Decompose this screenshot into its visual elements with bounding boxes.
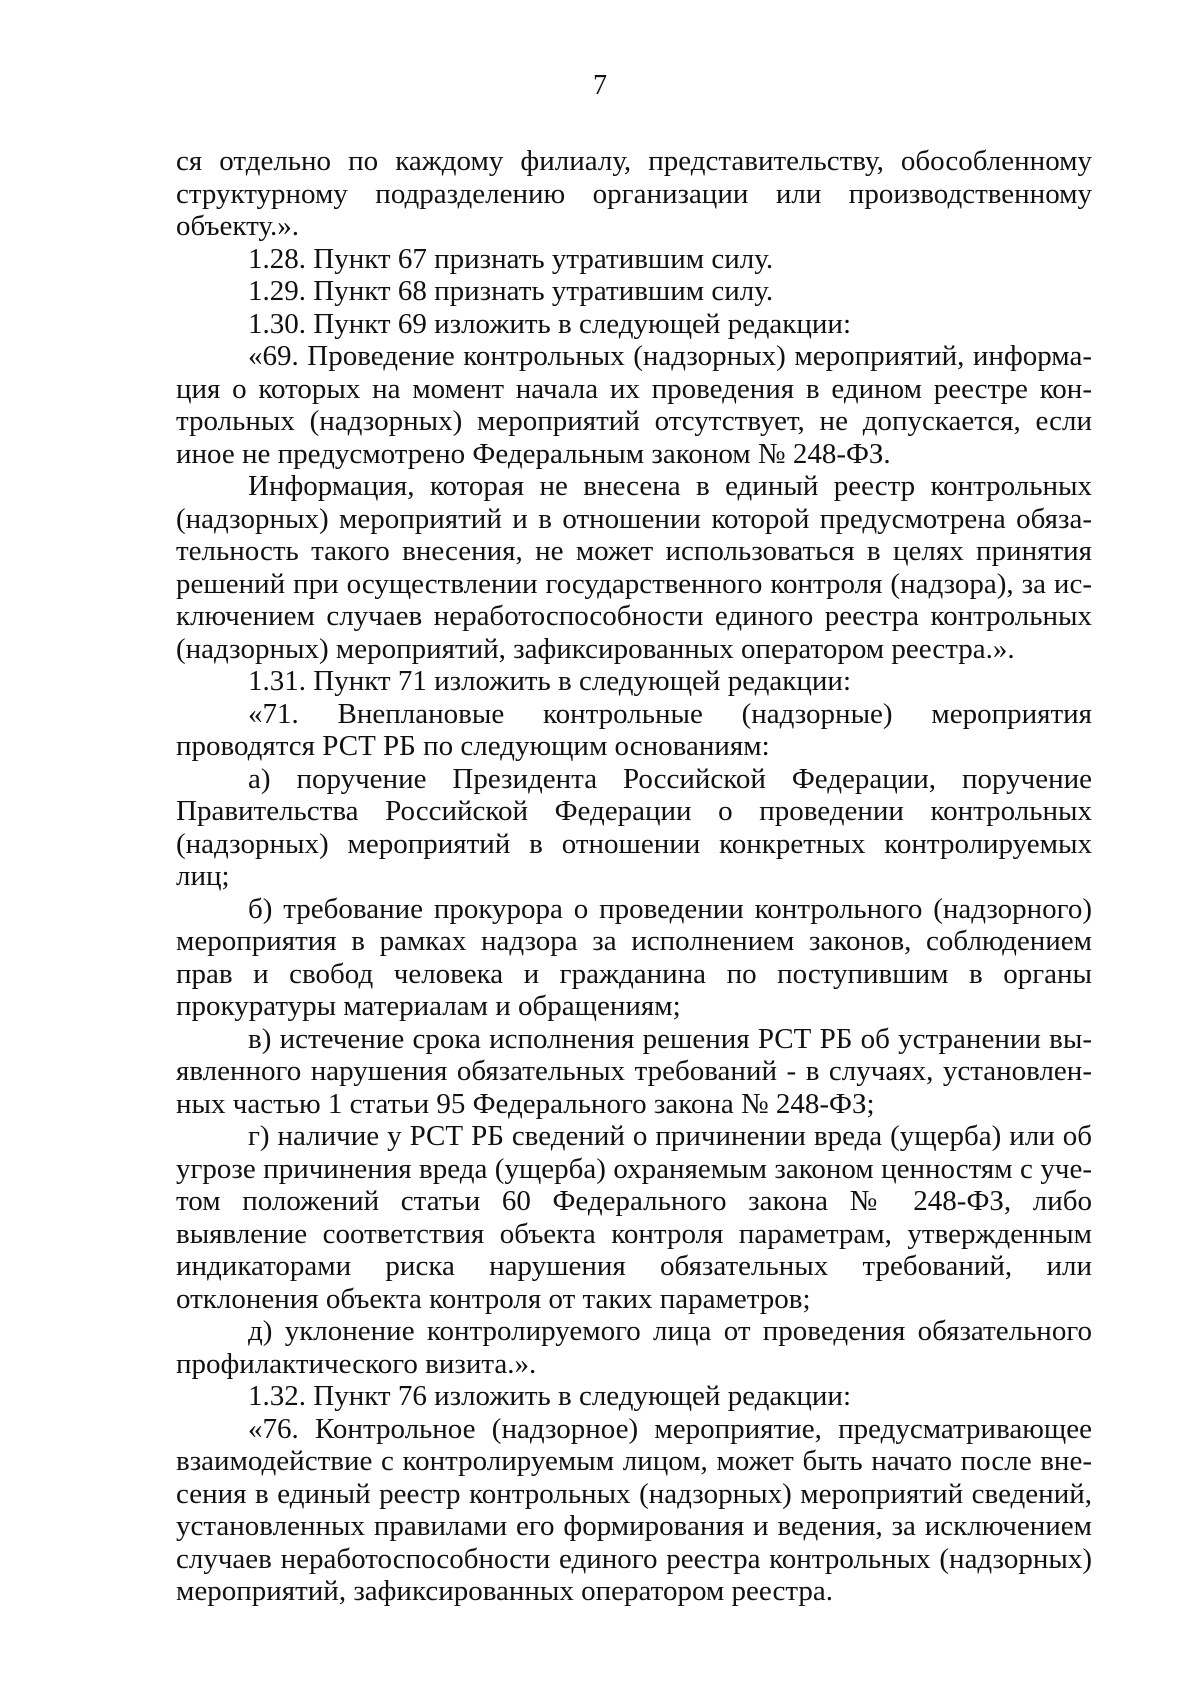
paragraph-item-1-28: 1.28. Пункт 67 признать утратившим силу. — [248, 242, 774, 275]
paragraph-item-1-31: 1.31. Пункт 71 изложить в следующей редакции: — [248, 665, 852, 697]
paragraph-subitem-a: а) поручение Президента Российской Федерации, поручение Правительства Российской Федерации о проведении контрольных (надзорных) мероприятий в отношении конкретных контролируемых лиц; — [176, 762, 1092, 892]
page-number: 7 — [593, 70, 607, 101]
paragraph-point-69-info: Информация, которая не внесена в единый реестр контрольных (надзорных) мероприятий и в отношении которой предусмотрена обязательность такого внесения, не может использоваться в целях принятия решений при осуществлении государственного контроля (надзора), за исключением случаев неработоспособности единого реестра контрольных (надзорных) мероприятий, зафиксированных оператором реестра.». — [176, 470, 1092, 665]
paragraph-item-1-29: 1.29. Пункт 68 признать утратившим силу. — [248, 275, 774, 307]
paragraph-point-69: «69. Проведение контрольных (надзорных) мероприятий, информация о которых на момент начала их проведения в едином реестре контрольных (надзорных) мероприятий отсутствует, не допускается, если иное не предусмотрено Федеральным законом № 248-ФЗ. — [176, 340, 1092, 470]
paragraph-point-76: «76. Контрольное (надзорное) мероприятие, предусматривающее взаимодействие с контролируемым лицом, может быть начато после внесения в единый реестр контрольных (надзорных) мероприятий сведений, установленных правилами его формирования и ведения, за исключением случаев неработоспособности единого реестра контрольных (надзорных) мероприятий, зафиксированных оператором реестра. — [176, 1412, 1092, 1607]
paragraph-item-1-32: 1.32. Пункт 76 изложить в следующей редакции: — [248, 1380, 852, 1412]
paragraph-subitem-v: в) истечение срока исполнения решения РСТ РБ об устранении выявленного нарушения обязательных требований - в случаях, установленных частью 1 статьи 95 Федерального закона № 248-ФЗ; — [176, 1022, 1092, 1120]
paragraph-continuation: ся отдельно по каждому филиалу, представительству, обособленному структурному подразделению организации или производственному объекту.». — [176, 145, 1092, 242]
paragraph-subitem-d: д) уклонение контролируемого лица от проведения обязательного профилактического визита.». — [176, 1315, 1092, 1380]
paragraph-subitem-b: б) требование прокурора о проведении контрольного (надзорного) мероприятия в рамках надзора за исполнением законов, соблюдением прав и свобод человека и гражданина по поступившим в органы прокуратуры материалам и обращениям; — [176, 892, 1092, 1022]
paragraph-point-71: «71. Внеплановые контрольные (надзорные) мероприятия проводятся РСТ РБ по следующим основаниям: — [176, 697, 1092, 762]
paragraph-subitem-g: г) наличие у РСТ РБ сведений о причинении вреда (ущерба) или об угрозе причинения вреда (ущерба) охраняемым законом ценностям с учетом положений статьи 60 Федерального закона № 248-ФЗ, либо выявление соответствия объекта контроля параметрам, утвержденным индикаторами риска нарушения обязательных требований, или отклонения объекта контроля от таких параметров; — [176, 1120, 1092, 1315]
paragraph-item-1-30: 1.30. Пункт 69 изложить в следующей редакции: — [248, 307, 852, 340]
document-body — [176, 145, 1092, 1608]
